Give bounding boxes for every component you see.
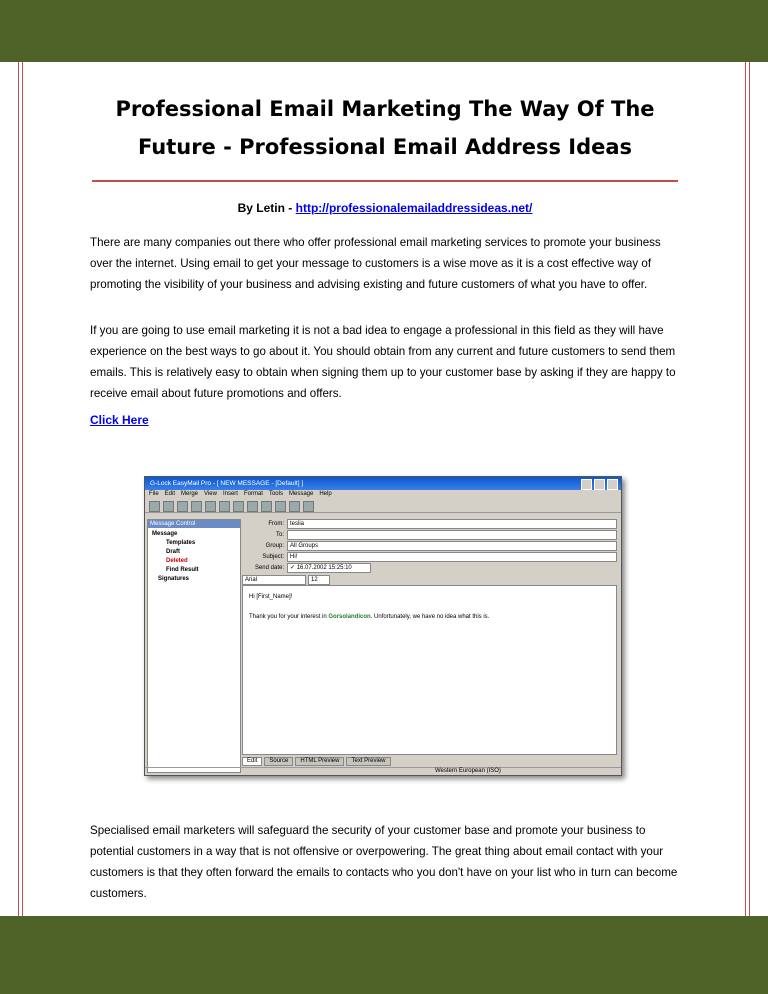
to-label: To: [275, 532, 284, 538]
tree-item-templates: Templates [166, 540, 196, 546]
border-line [18, 62, 19, 916]
tab-edit: Edit [242, 757, 262, 766]
maximize-icon [594, 479, 605, 490]
message-control-pane [147, 519, 241, 773]
border-line [22, 62, 23, 916]
status-bar [145, 767, 621, 775]
tool-icon [233, 501, 244, 512]
menu-item: Edit [164, 491, 176, 497]
menu-item: View [204, 491, 217, 497]
menubar [145, 490, 621, 499]
format-toolbar [242, 575, 617, 585]
message-editor [242, 585, 617, 755]
tab-html-preview: HTML Preview [295, 757, 344, 766]
tool-icon [303, 501, 314, 512]
pane-header: Message Control [148, 520, 240, 528]
group-field: All Groups [287, 541, 617, 551]
greeting-text: Hi [First_Name]! [249, 594, 293, 600]
tree-item-find-result: Find Result [166, 567, 199, 573]
byline [90, 201, 680, 215]
menu-item: Message [288, 491, 314, 497]
subject-label: Subject: [262, 554, 284, 560]
tree-item-signatures: Signatures [158, 576, 190, 582]
document-page [90, 62, 680, 916]
app-screenshot [144, 476, 622, 776]
document-title: Professional Email Marketing The Way Of The Future - Professional Email Address Ideas [115, 97, 655, 159]
body-prefix: Thank you for your interest in [249, 614, 329, 620]
tree-item-deleted: Deleted [166, 558, 188, 564]
menu-item: Format [243, 491, 263, 497]
tree-item-message: Message [152, 531, 178, 537]
tab-text-preview: Text Preview [346, 757, 390, 766]
toolbar [145, 499, 621, 513]
byline-link[interactable]: http://professionalemailaddressideas.net/ [295, 201, 533, 215]
group-label: Group: [265, 543, 284, 549]
border-line [745, 62, 746, 916]
subject-field: Hi! [287, 552, 617, 562]
font-size-select: 12 [308, 575, 330, 585]
menu-item: File [149, 491, 159, 497]
menu-item: Merge [181, 491, 199, 497]
window-titlebar [145, 477, 621, 490]
title-divider [92, 180, 678, 182]
message-body [249, 611, 610, 623]
paragraph-2: If you are going to use email marketing it is not a bad idea to engage a professional in this field as they will have experience on the best ways to go about it. You should obtain from any current and future customers to send them emails. This is relatively easy to obtain when signing them up to your customer base by asking if they are happy to receive email about future promotions and offers. [90, 324, 676, 400]
border-line [749, 62, 750, 916]
menu-item: Tools [268, 491, 283, 497]
tool-icon [247, 501, 258, 512]
status-encoding: Western European (ISO) [435, 768, 501, 774]
bottom-band [0, 916, 768, 994]
tab-source: Source [264, 757, 293, 766]
tool-icon [275, 501, 286, 512]
click-here-link[interactable]: Click Here [90, 413, 149, 427]
tool-icon [261, 501, 272, 512]
close-icon [607, 479, 618, 490]
top-band [0, 0, 768, 62]
menu-item: Help [319, 491, 332, 497]
from-field: teslia [287, 519, 617, 529]
tool-icon [163, 501, 174, 512]
minimize-icon [581, 479, 592, 490]
tool-icon [205, 501, 216, 512]
paragraph-1: There are many companies out there who offer professional email marketing services to promote your business over the internet. Using email to get your message to customers is a wise move as it is a cost effective way of promoting the visibility of your business and advising existing and future customers of what you have to offer. [90, 236, 661, 291]
font-select: Arial [242, 575, 306, 585]
send-date-label: Send date: [254, 565, 284, 571]
tool-icon [219, 501, 230, 512]
compose-pane [242, 519, 617, 771]
window-title: G-Lock EasyMail Pro - [ NEW MESSAGE - [Default] ] [150, 480, 304, 487]
paragraph-3: Specialised email marketers will safeguard the security of your customer base and promote your business to potential customers in a way that is not offensive or overpowering. The great thing about email contact with your customers is that they often forward the emails to contacts who you don't have on your list who in turn can become customers. [90, 824, 678, 900]
body-highlight: Gorsolandicon [328, 614, 371, 620]
to-field [287, 530, 617, 540]
tree-item-draft: Draft [166, 549, 181, 555]
body-suffix: . Unfortunately, we have no idea what this is. [370, 614, 490, 620]
tool-icon [149, 501, 160, 512]
editor-tabs [242, 757, 391, 766]
from-label: From: [268, 521, 284, 527]
tool-icon [289, 501, 300, 512]
folder-tree [148, 528, 240, 586]
tool-icon [191, 501, 202, 512]
byline-author: By Letin - [237, 201, 296, 215]
tool-icon [177, 501, 188, 512]
send-date-field: ✓ 16.07.2002 15:25:10 [287, 563, 371, 573]
menu-item: Insert [222, 491, 238, 497]
